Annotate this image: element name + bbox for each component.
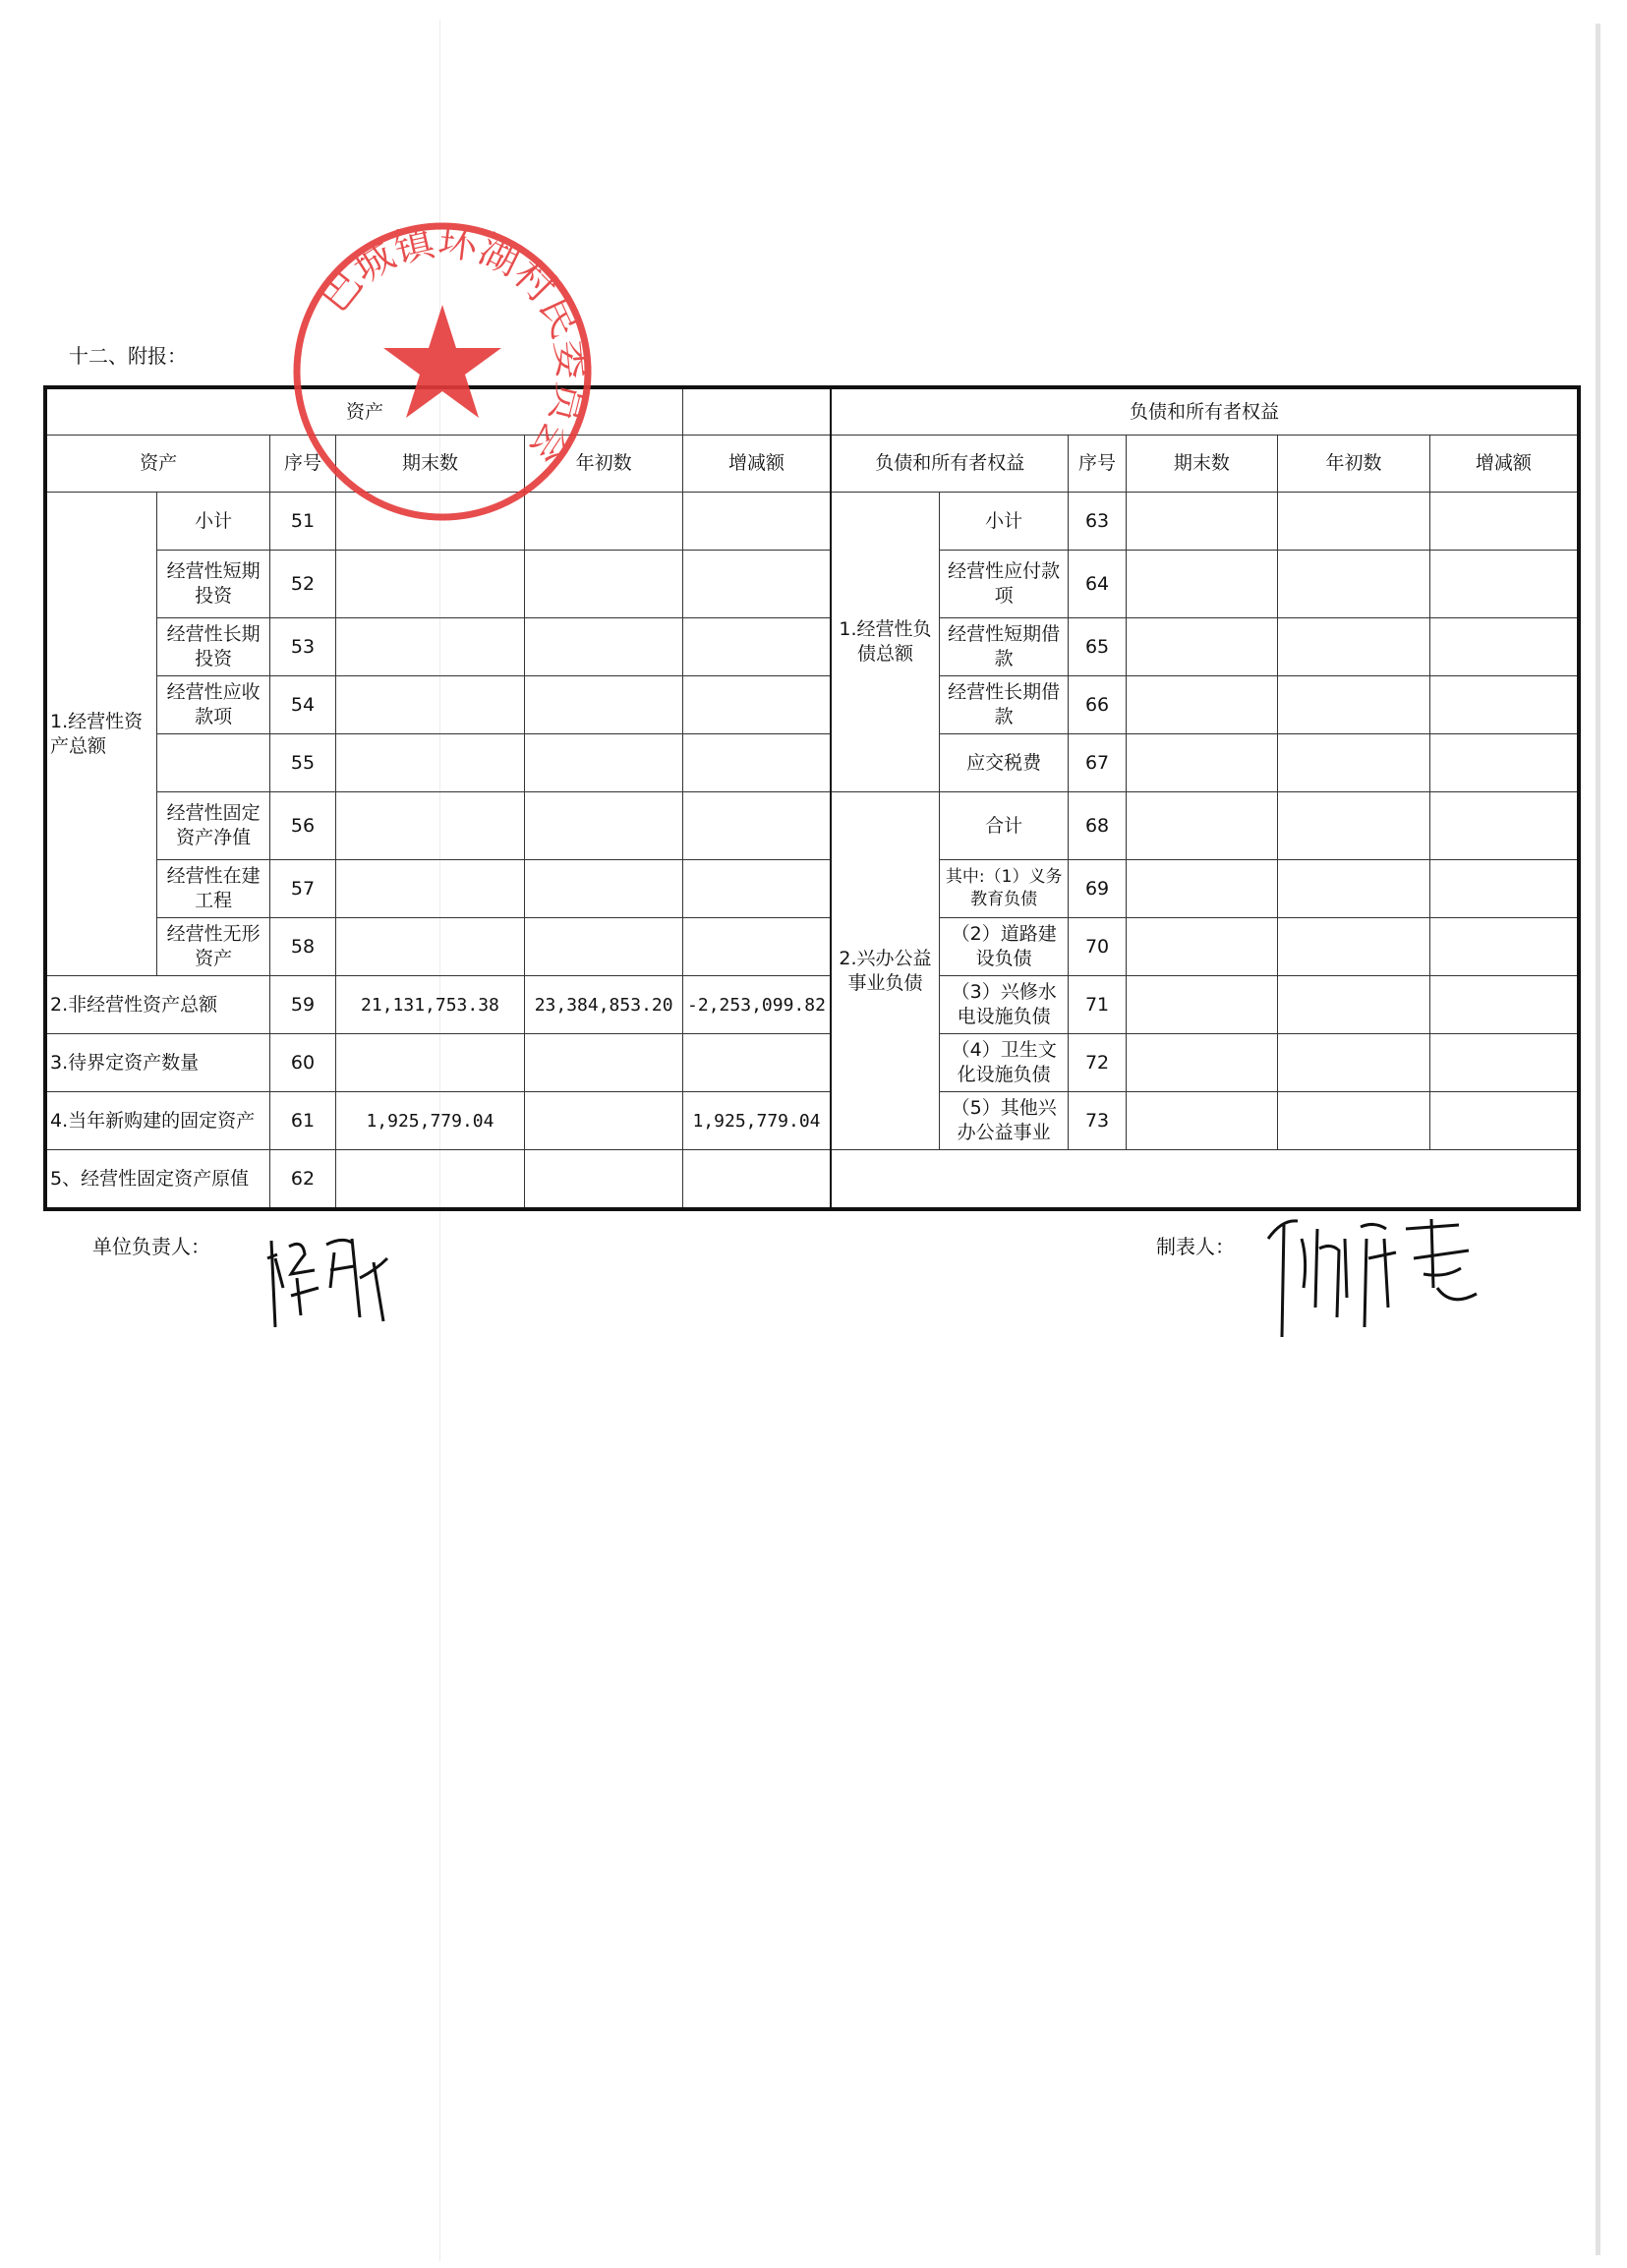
table-row bbox=[45, 1034, 1579, 1092]
table-row bbox=[45, 1092, 1579, 1150]
row-label: 小计 bbox=[156, 493, 269, 551]
row-seq: 55 bbox=[270, 734, 335, 792]
star-icon bbox=[383, 305, 501, 418]
row-change-value-right bbox=[1429, 976, 1579, 1034]
unit-head-label: 单位负责人： bbox=[92, 1235, 210, 1258]
col-header-end: 期末数 bbox=[335, 436, 525, 493]
operating-assets-group-label: 1.经营性资产总额 bbox=[45, 493, 156, 976]
unit-head-signature bbox=[258, 1219, 405, 1337]
row-change-value-right bbox=[1429, 1034, 1579, 1092]
table-row bbox=[45, 618, 1579, 676]
col-header-liabilities: 负债和所有者权益 bbox=[831, 436, 1069, 493]
row-seq-right: 72 bbox=[1069, 1034, 1126, 1092]
row-label: 2.非经营性资产总额 bbox=[45, 976, 270, 1034]
row-begin-value-right bbox=[1278, 860, 1430, 918]
row-begin-value bbox=[525, 734, 683, 792]
row-label-right: 小计 bbox=[939, 493, 1068, 551]
row-seq: 56 bbox=[270, 792, 335, 860]
row-label: 经营性应收款项 bbox=[156, 676, 269, 734]
row-end-value bbox=[335, 1034, 525, 1092]
row-label bbox=[156, 734, 269, 792]
table-row bbox=[45, 676, 1579, 734]
table-row bbox=[45, 976, 1579, 1034]
row-change-value-right bbox=[1429, 860, 1579, 918]
row-end-value bbox=[335, 1150, 525, 1210]
row-begin-value-right bbox=[1278, 676, 1430, 734]
row-label-right: （5）其他兴办公益事业 bbox=[939, 1092, 1068, 1150]
row-change-value-right bbox=[1429, 618, 1579, 676]
col-header-assets: 资产 bbox=[45, 436, 270, 493]
row-end-value: 21,131,753.38 bbox=[335, 976, 525, 1034]
row-end-value bbox=[335, 860, 525, 918]
liabilities-group-header: 负债和所有者权益 bbox=[831, 387, 1579, 436]
row-change-value bbox=[682, 1150, 831, 1210]
row-label-right: 合计 bbox=[939, 792, 1068, 860]
group-header-row bbox=[45, 387, 1579, 436]
row-begin-value-right bbox=[1278, 618, 1430, 676]
row-label-right: 经营性应付款项 bbox=[939, 551, 1068, 618]
row-begin-value bbox=[525, 1150, 683, 1210]
row-begin-value-right bbox=[1278, 493, 1430, 551]
row-end-value bbox=[335, 918, 525, 976]
row-label-right: 经营性长期借款 bbox=[939, 676, 1068, 734]
table-row bbox=[45, 551, 1579, 618]
row-seq-right: 70 bbox=[1069, 918, 1126, 976]
row-begin-value bbox=[525, 551, 683, 618]
supplementary-report-table bbox=[43, 385, 1581, 1211]
row-seq: 51 bbox=[270, 493, 335, 551]
row-end-value-right bbox=[1126, 676, 1278, 734]
row-change-value: -2,253,099.82 bbox=[682, 976, 831, 1034]
row-label-right: （2）道路建设负债 bbox=[939, 918, 1068, 976]
row-seq: 60 bbox=[270, 1034, 335, 1092]
row-begin-value bbox=[525, 618, 683, 676]
row-end-value-right bbox=[1126, 918, 1278, 976]
row-end-value-right bbox=[1126, 618, 1278, 676]
row-change-value bbox=[682, 734, 831, 792]
row-change-value-right bbox=[1429, 792, 1579, 860]
row-begin-value bbox=[525, 676, 683, 734]
public-liabilities-group-label: 2.兴办公益事业负债 bbox=[831, 792, 939, 1150]
row-seq: 53 bbox=[270, 618, 335, 676]
row-change-value: 1,925,779.04 bbox=[682, 1092, 831, 1150]
row-seq: 58 bbox=[270, 918, 335, 976]
seal-text: 巴城镇环湖村民委员会 bbox=[312, 218, 596, 472]
row-end-value bbox=[335, 551, 525, 618]
row-change-value-right bbox=[1429, 1092, 1579, 1150]
row-end-value bbox=[335, 734, 525, 792]
row-seq: 54 bbox=[270, 676, 335, 734]
row-seq-right: 68 bbox=[1069, 792, 1126, 860]
row-change-value bbox=[682, 792, 831, 860]
row-label-right: （3）兴修水电设施负债 bbox=[939, 976, 1068, 1034]
row-label: 经营性在建工程 bbox=[156, 860, 269, 918]
row-seq: 61 bbox=[270, 1092, 335, 1150]
row-end-value-right bbox=[1126, 1034, 1278, 1092]
row-change-value bbox=[682, 676, 831, 734]
row-end-value-right bbox=[1126, 860, 1278, 918]
row-seq: 59 bbox=[270, 976, 335, 1034]
row-seq: 52 bbox=[270, 551, 335, 618]
row-seq-right: 69 bbox=[1069, 860, 1126, 918]
row-change-value-right bbox=[1429, 493, 1579, 551]
row-end-value bbox=[335, 792, 525, 860]
row-seq: 62 bbox=[270, 1150, 335, 1210]
row-end-value-right bbox=[1126, 792, 1278, 860]
row-label-right: （4）卫生文化设施负债 bbox=[939, 1034, 1068, 1092]
table-row bbox=[45, 734, 1579, 792]
row-label: 4.当年新购建的固定资产 bbox=[45, 1092, 270, 1150]
row-label: 经营性短期投资 bbox=[156, 551, 269, 618]
row-end-value bbox=[335, 618, 525, 676]
row-seq-right: 63 bbox=[1069, 493, 1126, 551]
preparer-label: 制表人： bbox=[1156, 1235, 1235, 1258]
row-begin-value bbox=[525, 1034, 683, 1092]
blank-header-cell bbox=[682, 387, 831, 436]
col-header-begin: 年初数 bbox=[525, 436, 683, 493]
row-label: 经营性固定资产净值 bbox=[156, 792, 269, 860]
col-header-end-right: 期末数 bbox=[1126, 436, 1278, 493]
row-change-value bbox=[682, 860, 831, 918]
row-seq-right: 67 bbox=[1069, 734, 1126, 792]
scan-page-edge bbox=[1596, 24, 1600, 2255]
table-row bbox=[45, 918, 1579, 976]
col-header-change-right: 增减额 bbox=[1429, 436, 1579, 493]
row-begin-value-right bbox=[1278, 1034, 1430, 1092]
row-label: 经营性无形资产 bbox=[156, 918, 269, 976]
row-label-right: 经营性短期借款 bbox=[939, 618, 1068, 676]
row-end-value: 1,925,779.04 bbox=[335, 1092, 525, 1150]
row-change-value-right bbox=[1429, 734, 1579, 792]
table-row bbox=[45, 493, 1579, 551]
row-seq-right: 66 bbox=[1069, 676, 1126, 734]
row-begin-value-right bbox=[1278, 1092, 1430, 1150]
row-change-value bbox=[682, 918, 831, 976]
row-label: 5、经营性固定资产原值 bbox=[45, 1150, 270, 1210]
assets-group-header: 资产 bbox=[45, 387, 682, 436]
row-seq-right: 65 bbox=[1069, 618, 1126, 676]
col-header-change: 增减额 bbox=[682, 436, 831, 493]
column-header-row bbox=[45, 436, 1579, 493]
row-seq-right: 71 bbox=[1069, 976, 1126, 1034]
row-begin-value-right bbox=[1278, 918, 1430, 976]
row-begin-value bbox=[525, 918, 683, 976]
row-begin-value bbox=[525, 792, 683, 860]
row-change-value bbox=[682, 618, 831, 676]
row-change-value-right bbox=[1429, 918, 1579, 976]
operating-liabilities-group-label: 1.经营性负债总额 bbox=[831, 493, 939, 792]
row-end-value-right bbox=[1126, 734, 1278, 792]
col-header-seq-right: 序号 bbox=[1069, 436, 1126, 493]
official-seal bbox=[285, 214, 600, 529]
row-end-value-right bbox=[1126, 493, 1278, 551]
col-header-begin-right: 年初数 bbox=[1278, 436, 1430, 493]
row-end-value-right bbox=[1126, 551, 1278, 618]
row-seq-right: 73 bbox=[1069, 1092, 1126, 1150]
row-begin-value bbox=[525, 860, 683, 918]
row-label-right: 其中:（1）义务教育负债 bbox=[939, 860, 1068, 918]
section-title: 十二、附报： bbox=[69, 344, 187, 368]
row-change-value-right bbox=[1429, 676, 1579, 734]
row-begin-value-right bbox=[1278, 976, 1430, 1034]
row-label-right: 应交税费 bbox=[939, 734, 1068, 792]
row-change-value bbox=[682, 1034, 831, 1092]
row-begin-value: 23,384,853.20 bbox=[525, 976, 683, 1034]
row-seq: 57 bbox=[270, 860, 335, 918]
row-begin-value-right bbox=[1278, 734, 1430, 792]
row-begin-value-right bbox=[1278, 551, 1430, 618]
row-label: 3.待界定资产数量 bbox=[45, 1034, 270, 1092]
row-end-value-right bbox=[1126, 976, 1278, 1034]
table-row bbox=[45, 860, 1579, 918]
table-row bbox=[45, 792, 1579, 860]
row-seq-right: 64 bbox=[1069, 551, 1126, 618]
col-header-seq: 序号 bbox=[270, 436, 335, 493]
row-begin-value bbox=[525, 1092, 683, 1150]
row-change-value bbox=[682, 551, 831, 618]
row-change-value bbox=[682, 493, 831, 551]
row-label: 经营性长期投资 bbox=[156, 618, 269, 676]
row-end-value-right bbox=[1126, 1092, 1278, 1150]
preparer-signature bbox=[1258, 1199, 1494, 1347]
row-begin-value-right bbox=[1278, 792, 1430, 860]
row-end-value bbox=[335, 676, 525, 734]
row-change-value-right bbox=[1429, 551, 1579, 618]
